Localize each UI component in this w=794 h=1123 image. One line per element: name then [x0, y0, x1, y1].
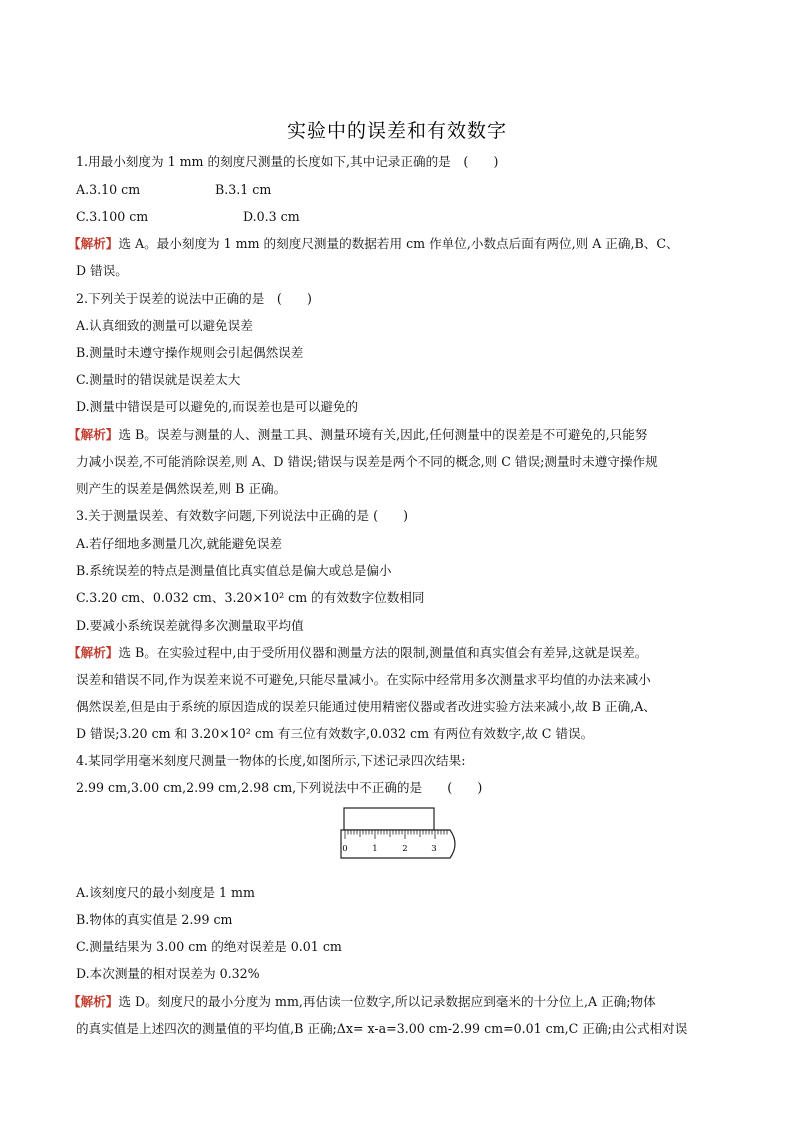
q1-analysis-line: D 错误。 [76, 263, 128, 278]
q4-analysis-line: 的真实值是上述四次的测量值的平均值,B 正确;Δx= x-a=3.00 cm-2.99 cm=0.01 cm,C 正确;由公式相对误 [76, 1021, 688, 1036]
analysis-tag: 【解析】 [68, 645, 119, 660]
ruler-label-2: 2 [402, 844, 408, 854]
ruler-figure [338, 806, 462, 864]
q1-option-a: A.3.10 cm [76, 182, 141, 197]
q2-option-b: B.测量时未遵守操作规则会引起偶然误差 [76, 345, 304, 360]
q4-option-c: C.测量结果为 3.00 cm 的绝对误差是 0.01 cm [76, 939, 342, 954]
q4-stem: 4.某同学用毫米刻度尺测量一物体的长度,如图所示,下述记录四次结果: [76, 753, 466, 768]
q2-option-a: A.认真细致的测量可以避免误差 [76, 318, 253, 333]
q1-option-d: D.0.3 cm [243, 209, 300, 224]
q2-analysis-line: 则产生的误差是偶然误差,则 B 正确。 [76, 481, 287, 496]
q4-option-a: A.该刻度尺的最小刻度是 1 mm [76, 885, 255, 900]
page-title: 实验中的误差和有效数字 [286, 120, 507, 142]
q4-option-d: D.本次测量的相对误差为 0.32% [76, 966, 260, 981]
analysis-tag: 【解析】 [68, 236, 119, 251]
q2-option-d: D.测量中错误是可以避免的,而误差也是可以避免的 [76, 399, 359, 414]
q1-analysis-line: 【解析】选 A。最小刻度为 1 mm 的刻度尺测量的数据若用 cm 作单位,小数点后面有两位,则 A 正确,B、C、 [68, 236, 679, 251]
ruler-label-1: 1 [372, 844, 378, 854]
q2-analysis-line: 力减小误差,不可能消除误差,则 A、D 错误;错误与误差是两个不同的概念,则 C 错误;测量时未遵守操作规 [76, 454, 658, 469]
q1-stem: 1.用最小刻度为 1 mm 的刻度尺测量的长度如下,其中记录正确的是 ( ) [76, 154, 499, 169]
q3-option-d: D.要减小系统误差就得多次测量取平均值 [76, 618, 304, 633]
q3-analysis-line: 误差和错误不同,作为误差来说不可避免,只能尽量减小。在实际中经常用多次测量求平均值的办法来减小 [76, 672, 651, 687]
q3-option-a: A.若仔细地多测量几次,就能避免误差 [76, 536, 283, 551]
q1-options-row2 [76, 208, 726, 225]
ruler-label-0: 0 [342, 844, 348, 854]
analysis-tag: 【解析】 [68, 427, 119, 442]
q2-stem: 2.下列关于误差的说法中正确的是 ( ) [76, 291, 312, 306]
q4-option-b: B.物体的真实值是 2.99 cm [76, 912, 233, 927]
q3-analysis-line: 偶然误差,但是由于系统的原因造成的误差只能通过使用精密仪器或者改进实验方法来减小,故 B 正确,A、 [76, 699, 656, 714]
q3-option-c: C.3.20 cm、0.032 cm、3.20×10² cm 的有效数字位数相同 [76, 590, 425, 605]
q4-analysis-line: 【解析】选 D。刻度尺的最小分度为 mm,再估读一位数字,所以记录数据应到毫米的十分位上,A 正确;物体 [68, 994, 656, 1009]
measured-object [344, 808, 434, 830]
q2-option-c: C.测量时的错误就是误差太大 [76, 372, 241, 387]
q4-stem: 2.99 cm,3.00 cm,2.99 cm,2.98 cm,下列说法中不正确的是 ( ) [76, 780, 483, 795]
q1-option-c: C.3.100 cm [76, 209, 149, 224]
analysis-tag: 【解析】 [68, 994, 119, 1009]
q3-analysis-line: 【解析】选 B。在实验过程中,由于受所用仪器和测量方法的限制,测量值和真实值会有差异,这就是误差。 [68, 645, 648, 660]
q3-stem: 3.关于测量误差、有效数字问题,下列说法中正确的是 ( ) [76, 508, 409, 523]
q3-analysis-line: D 错误;3.20 cm 和 3.20×10² cm 有三位有效数字,0.032 cm 有两位有效数字,故 C 错误。 [76, 726, 594, 741]
ruler-label-3: 3 [431, 844, 437, 854]
q1-options-row1 [76, 181, 726, 198]
q3-option-b: B.系统误差的特点是测量值比真实值总是偏大或总是偏小 [76, 563, 392, 578]
q1-option-b: B.3.1 cm [215, 182, 272, 197]
q2-analysis-line: 【解析】选 B。误差与测量的人、测量工具、测量环境有关,因此,任何测量中的误差是不可避免的,只能努 [68, 427, 648, 442]
